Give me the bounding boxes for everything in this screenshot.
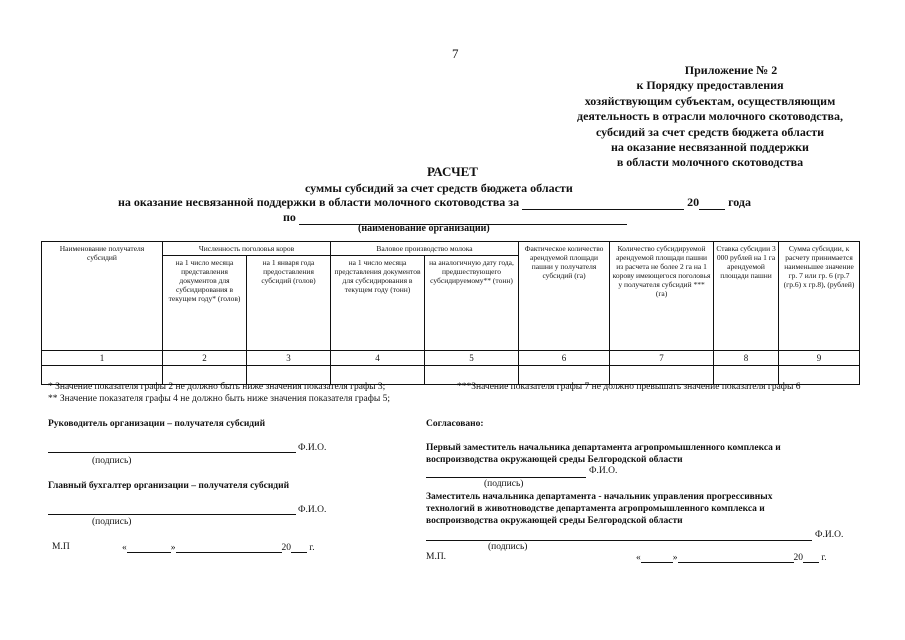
date-field <box>636 552 827 563</box>
page-number: 7 <box>452 46 459 61</box>
header-rate: Ставка субсидии 3 000 рублей на 1 га арендуемой площади пашни <box>714 242 779 351</box>
year-blank <box>291 542 307 553</box>
signature-line <box>426 477 586 478</box>
period-prefix: на оказание несвязанной поддержки в области молочного скотоводства за <box>118 195 520 209</box>
header-amount: Сумма субсидии, к расчету принимается наименьшее значение гр. 7 или гр. 6 (гр.7 (гр.6) х гр.8), (рублей) <box>779 242 860 351</box>
organization-hint: (наименование организации) <box>358 223 490 234</box>
footnote-3: ***Значение показателя графы 7 не должно превышать значение показателя графы 6 <box>457 382 801 392</box>
header-area-actual: Фактическое количество арендуемой площади пашни у получателя субсидий (га) <box>519 242 610 351</box>
accountant-fio: Ф.И.О. <box>298 505 327 515</box>
accountant-signature-hint: (подпись) <box>92 517 132 527</box>
column-number: 1 <box>42 351 163 366</box>
deputy-signature-hint: (подпись) <box>488 542 528 552</box>
appendix-line: Приложение № 2 <box>684 63 778 77</box>
column-number-row <box>42 351 860 366</box>
date-year: 20 <box>281 543 291 553</box>
document-subtitle-period <box>118 195 751 210</box>
deputy-title: Заместитель начальника департамента - начальник управления прогрессивных <box>426 492 773 502</box>
header-herd-january: на 1 января года предоставления субсидий (голов) <box>247 256 331 351</box>
day-blank <box>641 552 673 563</box>
header-herd-group: Численность поголовья коров <box>163 242 331 256</box>
first-deputy-title: Первый заместитель начальника департамента агропромышленного комплекса и <box>426 443 781 453</box>
header-milk-previous: на аналогичную дату года, предшествующего субсидируемому** (тонн) <box>425 256 519 351</box>
deputy-fio: Ф.И.О. <box>815 530 844 540</box>
footnote-2: ** Значение показателя графы 4 не должно быть ниже значения показателя графы 5; <box>48 394 391 404</box>
first-deputy-signature-hint: (подпись) <box>484 479 524 489</box>
appendix-line: деятельность в отрасли молочного скотоводства, <box>577 109 843 124</box>
column-number: 5 <box>425 351 519 366</box>
document-subtitle: суммы субсидий за счет средств бюджета области <box>305 181 573 195</box>
signature-line <box>48 452 296 453</box>
column-number: 4 <box>331 351 425 366</box>
month-blank <box>678 552 794 563</box>
calculation-table <box>41 241 860 385</box>
document-title: РАСЧЕТ <box>427 164 478 179</box>
day-blank <box>127 542 171 553</box>
header-milk-group: Валовое производство молока <box>331 242 519 256</box>
appendix-line: субсидий за счет средств бюджета области <box>595 124 825 139</box>
agreed-label: Согласовано: <box>426 419 484 429</box>
year-blank <box>699 199 725 210</box>
column-number: 8 <box>714 351 779 366</box>
appendix-line: к Порядку предоставления <box>636 78 784 93</box>
header-herd-current: на 1 число месяца представления документов для субсидирования в текущем году* (голов) <box>163 256 247 351</box>
period-blank <box>522 199 684 210</box>
date-year-suffix: г. <box>821 553 827 563</box>
signature-line <box>48 514 296 515</box>
organization-prefix: по <box>283 210 296 224</box>
column-number: 3 <box>247 351 331 366</box>
deputy-title-cont-2: воспроизводства окружающей среды Белгородской области <box>426 516 683 526</box>
appendix-header <box>555 63 865 171</box>
date-year: 20 <box>793 553 803 563</box>
header-milk-current: на 1 число месяца представления документов для субсидирования в текущем году (тонн) <box>331 256 425 351</box>
appendix-line: хозяйствующим субъектам, осуществляющим <box>584 93 836 108</box>
stamp-place: М.П. <box>426 552 447 562</box>
first-deputy-fio: Ф.И.О. <box>589 466 618 476</box>
head-signature-hint: (подпись) <box>92 456 132 466</box>
header-recipient: Наименование получателя субсидий <box>42 242 163 351</box>
date-close-quote: » <box>170 543 176 553</box>
first-deputy-title-cont: воспроизводства окружающей среды Белгородской области <box>426 455 683 465</box>
date-open-quote: « <box>636 553 641 563</box>
date-year-suffix: г. <box>309 543 315 553</box>
column-number: 2 <box>163 351 247 366</box>
date-close-quote: » <box>672 553 678 563</box>
footnote-1: * Значение показателя графы 2 не должно быть ниже значения показателя графы 3; <box>48 382 386 392</box>
period-year: 20 <box>687 195 700 209</box>
year-blank <box>803 552 819 563</box>
stamp-place: М.П <box>52 542 70 552</box>
head-title: Руководитель организации – получателя субсидий <box>48 419 266 429</box>
accountant-title: Главный бухгалтер организации – получателя субсидий <box>48 481 290 491</box>
column-number: 7 <box>610 351 714 366</box>
signature-line <box>426 540 812 541</box>
appendix-line: в области молочного скотоводства <box>616 155 804 170</box>
date-open-quote: « <box>122 543 127 553</box>
date-field <box>122 542 315 553</box>
month-blank <box>176 542 282 553</box>
column-number: 9 <box>779 351 860 366</box>
column-number: 6 <box>519 351 610 366</box>
header-area-subsidized: Количество субсидируемой арендуемой площади пашни из расчета не более 2 га на 1 корову имеющегося поголовья у получателя субсидий *** (га) <box>610 242 714 351</box>
appendix-line: на оказание несвязанной поддержки <box>611 140 809 155</box>
period-suffix: года <box>728 195 751 209</box>
head-fio: Ф.И.О. <box>298 443 327 453</box>
deputy-title-cont: технологий в животноводстве департамента агропромышленного комплекса и <box>426 504 765 514</box>
